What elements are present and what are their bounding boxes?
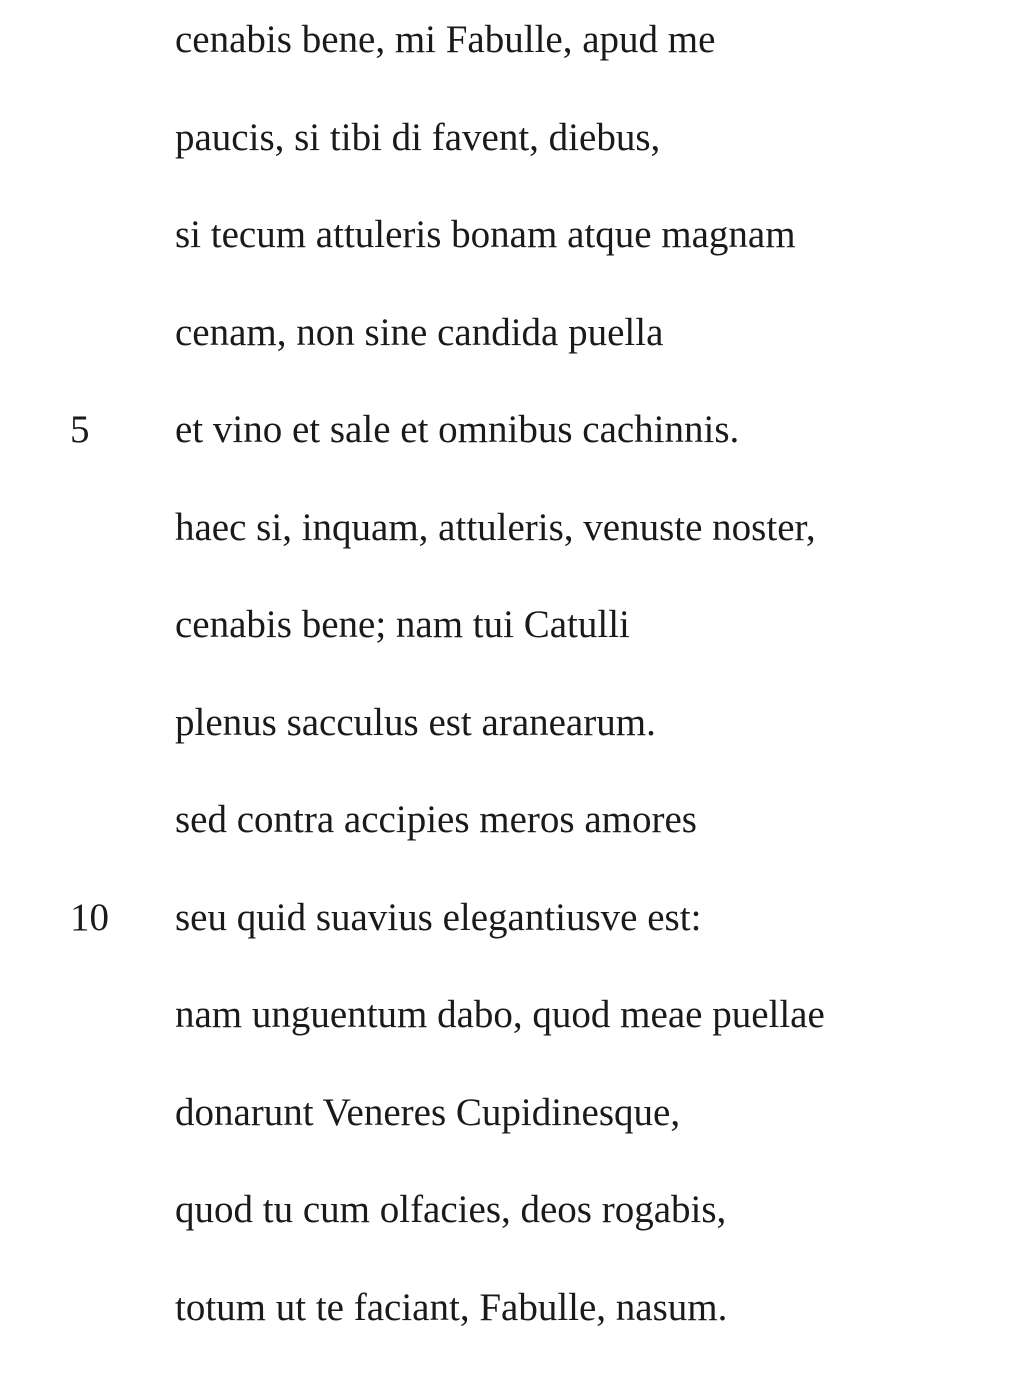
poem-line xyxy=(0,595,1034,693)
poem-line xyxy=(0,1180,1034,1278)
line-number: 5 xyxy=(70,408,90,451)
poem-line xyxy=(0,693,1034,791)
line-text: donarunt Veneres Cupidinesque, xyxy=(175,1090,681,1134)
poem-line xyxy=(0,1083,1034,1181)
poem-line xyxy=(0,400,1034,498)
poem-line xyxy=(0,790,1034,888)
poem xyxy=(0,10,1034,1375)
line-text: plenus sacculus est aranearum. xyxy=(175,700,656,744)
poem-line xyxy=(0,498,1034,596)
line-text: cenam, non sine candida puella xyxy=(175,310,664,354)
poem-line xyxy=(0,985,1034,1083)
line-text: sed contra accipies meros amores xyxy=(175,798,697,841)
line-text: cenabis bene; nam tui Catulli xyxy=(175,603,630,646)
line-number: 10 xyxy=(70,895,109,939)
poem-line xyxy=(0,10,1034,108)
poem-line xyxy=(0,108,1034,206)
poem-line xyxy=(0,888,1034,986)
line-text: si tecum attuleris bonam atque magnam xyxy=(175,213,796,256)
poem-line xyxy=(0,303,1034,401)
line-text: quod tu cum olfacies, deos rogabis, xyxy=(175,1188,727,1231)
line-text: et vino et sale et omnibus cachinnis. xyxy=(175,408,740,451)
line-text: cenabis bene, mi Fabulle, apud me xyxy=(175,18,716,61)
line-text: nam unguentum dabo, quod meae puellae xyxy=(175,993,825,1036)
poem-line xyxy=(0,1278,1034,1376)
line-text: haec si, inquam, attuleris, venuste noster, xyxy=(175,505,816,549)
line-text: paucis, si tibi di favent, diebus, xyxy=(175,115,661,159)
line-text: totum ut te faciant, Fabulle, nasum. xyxy=(175,1285,728,1329)
poem-line xyxy=(0,205,1034,303)
line-text: seu quid suavius elegantiusve est: xyxy=(175,895,702,939)
